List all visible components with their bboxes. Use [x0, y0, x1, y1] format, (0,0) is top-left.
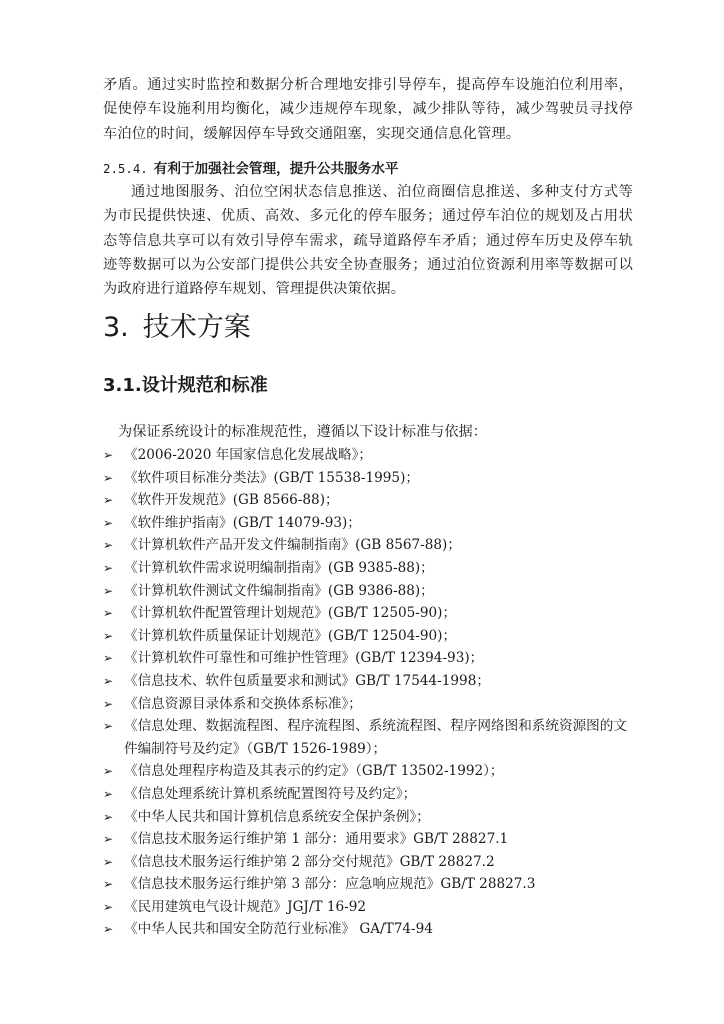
subsection-number: 2.5.4.: [103, 161, 148, 176]
bullet-arrow-icon: ➢: [103, 606, 114, 621]
bullet-arrow-icon: ➢: [103, 628, 114, 643]
list-item: ➢ 《信息处理程序构造及其表示的约定》（GB/T 13502-1992）；: [103, 760, 643, 783]
bullet-arrow-icon: ➢: [103, 470, 114, 485]
list-item: ➢ 《信息技术服务运行维护第 3 部分：应急响应规范》GB/T 28827.3: [103, 873, 643, 896]
bullet-arrow-icon: ➢: [103, 809, 114, 824]
bullet-arrow-icon: ➢: [103, 832, 114, 847]
standards-list: [103, 444, 643, 941]
list-item: ➢ 《计算机软件可靠性和可维护性管理》(GB/T 12394-93)；: [103, 647, 643, 670]
list-item: ➢ 《中华人民共和国安全防范行业标准》 GA/T74-94: [103, 918, 643, 941]
paragraph-traffic-management: 矛盾。通过实时监控和数据分析合理地安排引导停车，提高停车设施泊位利用率，促使停车设施利用均衡化，减少违规停车现象，减少排队等待，减少驾驶员寻找停车泊位的时间，缓解因停车导致交通阻塞，实现交通信息化管理。: [103, 77, 633, 142]
bullet-arrow-icon: ➢: [103, 673, 114, 688]
list-item: ➢ 《计算机软件质量保证计划规范》(GB/T 12504-90)；: [103, 625, 643, 648]
chapter-title: 技术方案: [142, 312, 251, 343]
bullet-arrow-icon: ➢: [103, 538, 114, 553]
list-item: ➢ 《软件维护指南》(GB/T 14079-93)；: [103, 512, 643, 535]
bullet-arrow-icon: ➢: [103, 560, 114, 575]
bullet-arrow-icon: ➢: [103, 493, 114, 508]
list-item: ➢ 《信息资源目录体系和交换体系标准》；: [103, 693, 643, 716]
bullet-arrow-icon: ➢: [103, 877, 114, 892]
standards-intro: 为保证系统设计的标准规范性，遵循以下设计标准与依据：: [118, 424, 487, 440]
list-item: ➢ 《民用建筑电气设计规范》JGJ/T 16-92: [103, 896, 643, 919]
bullet-arrow-icon: ➢: [103, 696, 114, 711]
section-heading: 3.1.设计规范和标准: [103, 375, 268, 396]
bullet-arrow-icon: ➢: [103, 515, 114, 530]
list-item: ➢ 《中华人民共和国计算机信息系统安全保护条例》；: [103, 806, 643, 829]
bullet-arrow-icon: ➢: [103, 448, 114, 462]
list-item: ➢ 《计算机软件产品开发文件编制指南》(GB 8567-88)；: [103, 534, 643, 557]
chapter-heading: [103, 308, 251, 348]
list-item: ➢ 《计算机软件测试文件编制指南》(GB 9386-88)；: [103, 580, 643, 603]
subsection-heading: [103, 157, 398, 177]
bullet-arrow-icon: ➢: [103, 651, 114, 666]
list-item: ➢ 《软件项目标准分类法》(GB/T 15538-1995)；: [103, 467, 643, 490]
bullet-arrow-icon: ➢: [103, 854, 114, 869]
list-item: ➢ 《软件开发规范》(GB 8566-88)；: [103, 489, 643, 512]
chapter-number: 3.: [103, 312, 129, 343]
list-item: ➢ 《信息处理系统计算机系统配置图符号及约定》；: [103, 783, 643, 806]
list-item: ➢ 《计算机软件需求说明编制指南》(GB 9385-88)；: [103, 557, 643, 580]
list-item: ➢ 《信息技术服务运行维护第 2 部分交付规范》GB/T 28827.2: [103, 851, 643, 874]
paragraph-public-service: 通过地图服务、泊位空闲状态信息推送、泊位商圈信息推送、多种支付方式等为市民提供快速、优质、高效、多元化的停车服务；通过停车泊位的规划及占用状态等信息共享可以有效引导停车需求，疏导道路停车矛盾；通过停车历史及停车轨迹等数据可以为公安部门提供公共安全协查服务；通过泊位资源利用率等数据可以为政府进行道路停车规划、管理提供决策依据。: [103, 184, 633, 298]
bullet-arrow-icon: ➢: [103, 764, 114, 779]
bullet-arrow-icon: ➢: [103, 583, 114, 598]
bullet-arrow-icon: ➢: [103, 922, 114, 937]
bullet-arrow-icon: ➢: [103, 719, 114, 734]
list-item: ➢ 《信息技术服务运行维护第 1 部分：通用要求》GB/T 28827.1: [103, 828, 643, 851]
list-item: ➢ 《2006-2020 年国家信息化发展战略》；: [103, 444, 643, 467]
list-item: ➢ 《信息处理、数据流程图、程序流程图、系统流程图、程序网络图和系统资源图的文件编制符号及约定》（GB/T 1526-1989）；: [103, 715, 634, 760]
subsection-title: 有利于加强社会管理，提升公共服务水平: [153, 161, 399, 177]
list-item: ➢ 《计算机软件配置管理计划规范》(GB/T 12505-90)；: [103, 602, 643, 625]
bullet-arrow-icon: ➢: [103, 899, 114, 914]
list-item: ➢ 《信息技术、软件包质量要求和测试》GB/T 17544-1998；: [103, 670, 643, 693]
bullet-arrow-icon: ➢: [103, 786, 114, 801]
